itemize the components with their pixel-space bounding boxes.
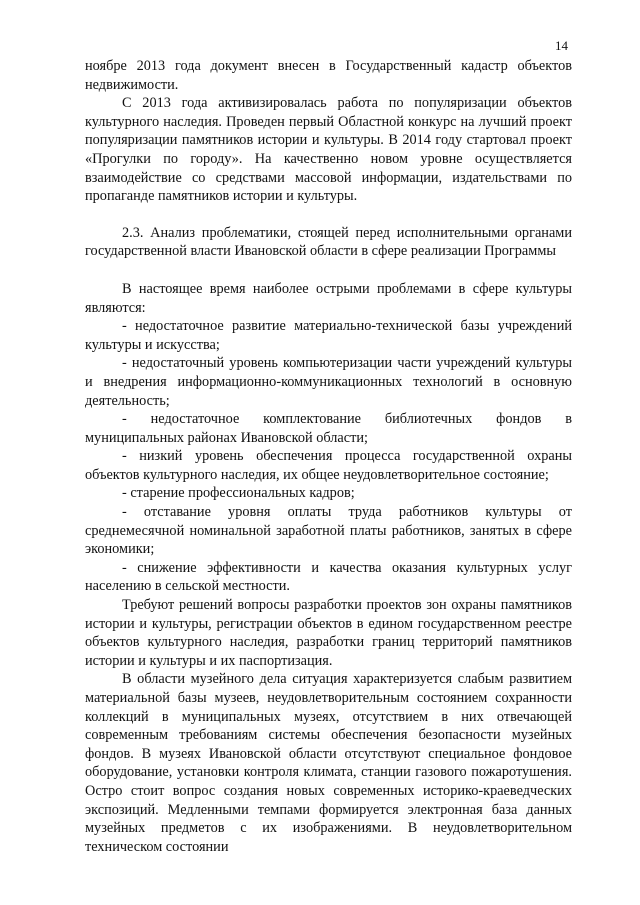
- paragraph-popularization: С 2013 года активизировалась работа по популяризации объектов культурного наследия. Проведен первый Областной конкурс на лучший проект популяризации памятников истории и культуры. В 2014 году стартовал проект «Прогулки по городу». На качественно новом уровне осуществляется взаимодействие со средствами массовой информации, издательствами по пропаганде памятников истории и культуры.: [85, 95, 572, 205]
- paragraph-protection-zones: Требуют решений вопросы разработки проектов зон охраны памятников истории и культуры, регистрации объектов в едином государственном реестре объектов культурного наследия, разработки границ территорий памятников истории и культуры и их паспортизация.: [85, 597, 572, 669]
- list-item-library-funds: - недостаточное комплектование библиотечных фондов в муниципальных районах Ивановской области;: [85, 411, 572, 446]
- page-number: 14: [555, 38, 568, 53]
- list-item-rural-services: - снижение эффективности и качества оказания культурных услуг населению в сельской местности.: [85, 559, 572, 595]
- paragraph-cadastre: ноябре 2013 года документ внесен в Государственный кадастр объектов недвижимости.: [85, 58, 572, 93]
- document-body: [85, 57, 572, 856]
- paragraph-museum-affairs: В области музейного дела ситуация характеризуется слабым развитием материальной базы музеев, неудовлетворительным состоянием сохранности коллекций в муниципальных музеях, отсутствием в них отвечающей современным требованиям системы обеспечения безопасности музейных фондов. В музеях Ивановской области отсутствуют специальное фондовое оборудование, установки контроля климата, станции газового пожаротушения. Остро стоит вопрос создания новых современных историко-краеведческих экспозиций. Медленными темпами формируется электронная база данных музейных предметов с их изображениями. В неудовлетворительном техническом состоянии: [85, 671, 572, 855]
- list-item-computerization: - недостаточный уровень компьютеризации части учреждений культуры и внедрения информационно-коммуникационных технологий в основную деятельность;: [85, 355, 572, 409]
- paragraph-problems-intro: В настоящее время наиболее острыми проблемами в сфере культуры являются:: [85, 280, 572, 316]
- spacer: [85, 206, 572, 224]
- spacer: [85, 261, 572, 280]
- section-heading-2-3: 2.3. Анализ проблематики, стоящей перед исполнительными органами государственной власти Ивановской области в сфере реализации Программы: [85, 224, 572, 260]
- list-item-staff-aging: - старение профессиональных кадров;: [122, 485, 355, 502]
- list-item-material-base: - недостаточное развитие материально-технической базы учреждений культуры и искусства;: [85, 318, 572, 353]
- list-item-heritage-protection: - низкий уровень обеспечения процесса государственной охраны объектов культурного наследия, их общее неудовлетворительное состояние;: [85, 448, 572, 483]
- list-item-wages: - отставание уровня оплаты труда работников культуры от среднемесячной номинальной заработной платы работников, занятых в сфере экономики;: [85, 504, 572, 558]
